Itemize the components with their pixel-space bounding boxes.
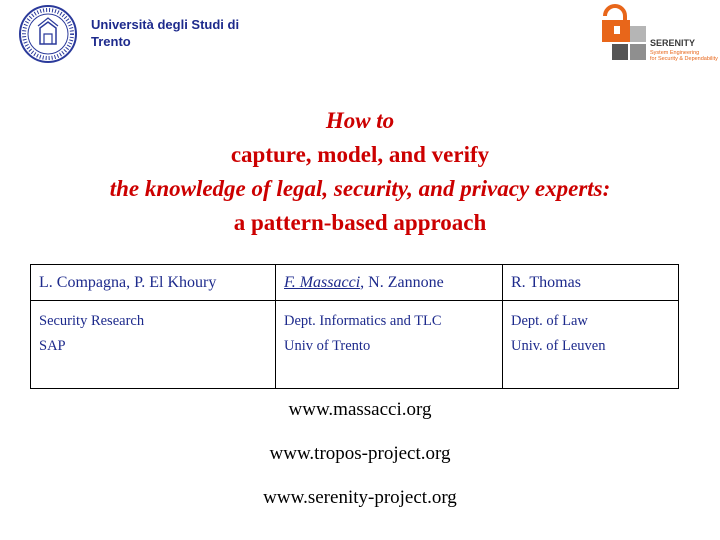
title-line3: the knowledge of legal, security, and privacy experts:	[109, 176, 611, 201]
university-name-line2: Trento	[91, 34, 131, 49]
authors-cell-sap	[31, 265, 276, 301]
serenity-logo	[600, 2, 720, 62]
serenity-logo-name: SERENITY	[650, 38, 696, 48]
university-name	[91, 16, 291, 50]
affiliation-cell-leuven	[503, 301, 679, 389]
university-seal-logo	[18, 4, 78, 64]
affiliation-cell-sap	[31, 301, 276, 389]
authors-cell-trento	[276, 265, 503, 301]
affiliation-trento-line2: Univ of Trento	[284, 338, 371, 354]
affiliation-sap-line2: SAP	[39, 338, 66, 354]
authors-sap-names: L. Compagna, P. El Khoury	[39, 273, 217, 291]
affiliation-cell-trento	[276, 301, 503, 389]
affiliation-sap-line1: Security Research	[39, 313, 145, 329]
title-line2: capture, model, and verify	[230, 142, 490, 167]
affiliations-row	[31, 301, 679, 389]
massacci-link[interactable]: F. Massacci	[284, 273, 361, 291]
authors-table	[30, 264, 679, 389]
link-massacci[interactable]: www.massacci.org	[288, 399, 432, 420]
presentation-title	[0, 104, 720, 240]
university-name-line1: Università degli Studi di	[91, 17, 240, 32]
title-line1: How to	[325, 108, 395, 133]
authors-leuven-names: R. Thomas	[511, 273, 581, 291]
website-links	[0, 395, 720, 527]
link-serenity[interactable]: www.serenity-project.org	[263, 487, 457, 508]
affiliation-trento-line1: Dept. Informatics and TLC	[284, 313, 442, 329]
authors-trento-names-rest: , N. Zannone	[360, 273, 444, 291]
serenity-logo-subtitle-line1: System Engineering	[650, 50, 700, 56]
serenity-logo-subtitle-line2: for Security & Dependability	[650, 56, 718, 62]
authors-cell-leuven	[503, 265, 679, 301]
affiliation-leuven-line1: Dept. of Law	[511, 313, 588, 329]
authors-names-row	[31, 265, 679, 301]
link-tropos[interactable]: www.tropos-project.org	[269, 443, 451, 464]
affiliation-leuven-line2: Univ. of Leuven	[511, 338, 606, 354]
title-line4: a pattern-based approach	[233, 210, 487, 235]
